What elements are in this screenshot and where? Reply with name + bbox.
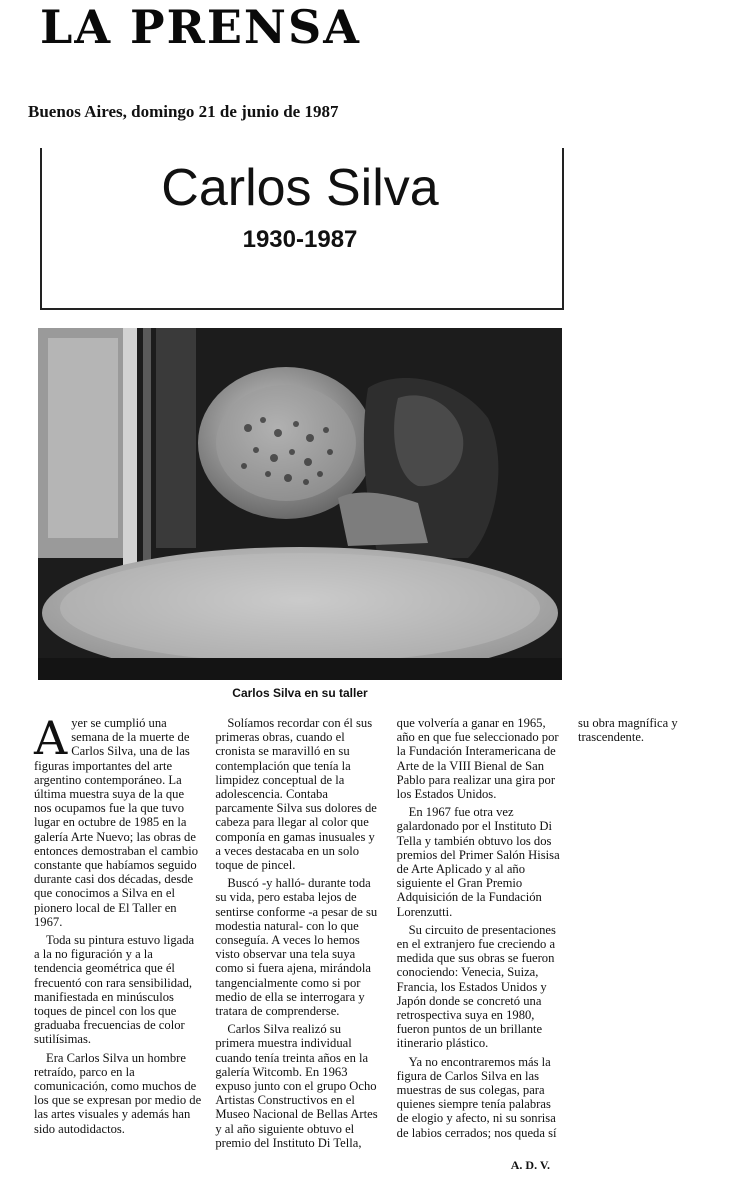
author-signature: A. D. V. xyxy=(510,1158,550,1172)
article-paragraph: Su circuito de presentaciones en el extranjero fue creciendo a medida que sus obras se fueron conociendo: Venecia, Suiza, Francia, los Estados Unidos y Japón donde se concretó una retrospectiva suya en 1980, fueron puntos de un brillante itinerario plástico. xyxy=(396,922,556,1051)
newspaper-masthead: LA PRENSA xyxy=(40,0,361,54)
article-paragraph: Era Carlos Silva un hombre retraído, parco en la comunicación, como muchos de los que se expresan por medio de las artes visuales y además han sido autodidactos. xyxy=(34,1050,202,1136)
drop-cap: A xyxy=(34,711,68,765)
article-paragraph: En 1967 fue otra vez galardonado por el Instituto Di Tella y también obtuvo los dos premios del Primer Salón Hisisa de Arte Aplicado y al año siguiente el Gran Premio Adquisición de la Fundación Lorenzutti. xyxy=(396,805,560,919)
headline-name: Carlos Silva xyxy=(161,159,439,217)
article-paragraph: Solíamos recordar con él sus primeras obras, cuando el cronista se maravilló en su contemplación que tenía la limpidez conceptual de la adolescencia. Contaba parcamente Silva sus dolores de cabeza para llegar al color que componía en gamas inusuales y a veces destacaba en un solo toque de pincel. xyxy=(215,716,377,873)
article-body xyxy=(34,711,678,1156)
dateline: Buenos Aires, domingo 21 de junio de 1987 xyxy=(28,102,339,121)
artist-photo xyxy=(38,328,562,680)
article-paragraph: Toda su pintura estuvo ligada a la no figuración y a la tendencia geométrica que él frecuentó con rara sensibilidad, manifiestada en minúsculos toques de pincel con los que graduaba frecuencias de color sutilísimas. xyxy=(34,933,195,1047)
photo-caption: Carlos Silva en su taller xyxy=(232,686,368,700)
photo-illustration xyxy=(38,328,562,680)
article-paragraph: Ya no encontraremos más la figura de Carlos Silva en las muestras de sus colegas, para quienes siempre tenía palabras de elogio y afecto, ni su sonrisa de labios cerrados; nos queda sí su obra magnífica y trascendente. xyxy=(396,716,678,1140)
article-paragraph: Carlos Silva realizó su primera muestra individual cuando tenía treinta años en la galería Witcomb. En 1963 expuso junto con el grupo Ocho Artistas Constructivos en el Museo Nacional de Bellas Artes y al año siguiente obtuvo el premio del Instituto Di Tella, que volvería a ganar en 1965, año en que fue seleccionado por la Fundación Interamericana de Arte de la VIII Bienal de San Pablo para realizar una gira por los Estados Unidos. xyxy=(215,716,559,1150)
headline-years: 1930-1987 xyxy=(242,226,358,253)
article-paragraph: Ayer se cumplió una semana de la muerte de Carlos Silva, una de las figuras importantes del arte argentino contemporáneo. La última muestra suya de la que nos ocupamos fue la que tuvo lugar en octubre de 1985 en la galería Arte Nuevo; las obras de entonces demostraban el cambio constante que habíamos seguido durante casi dos décadas, desde que conocimos a Silva en el pionero local de El Taller en 1967. xyxy=(34,711,199,929)
article-paragraph: Buscó -y halló- durante toda su vida, pero estaba lejos de sentirse conforme -a pesar de su modestia natural- con lo que conseguía. A veces lo hemos visto observar una tela suya como si fuera ajena, mirándola tangencialmente como si por medio de ella se interrogara y tratara de comprenderse. xyxy=(215,876,378,1019)
